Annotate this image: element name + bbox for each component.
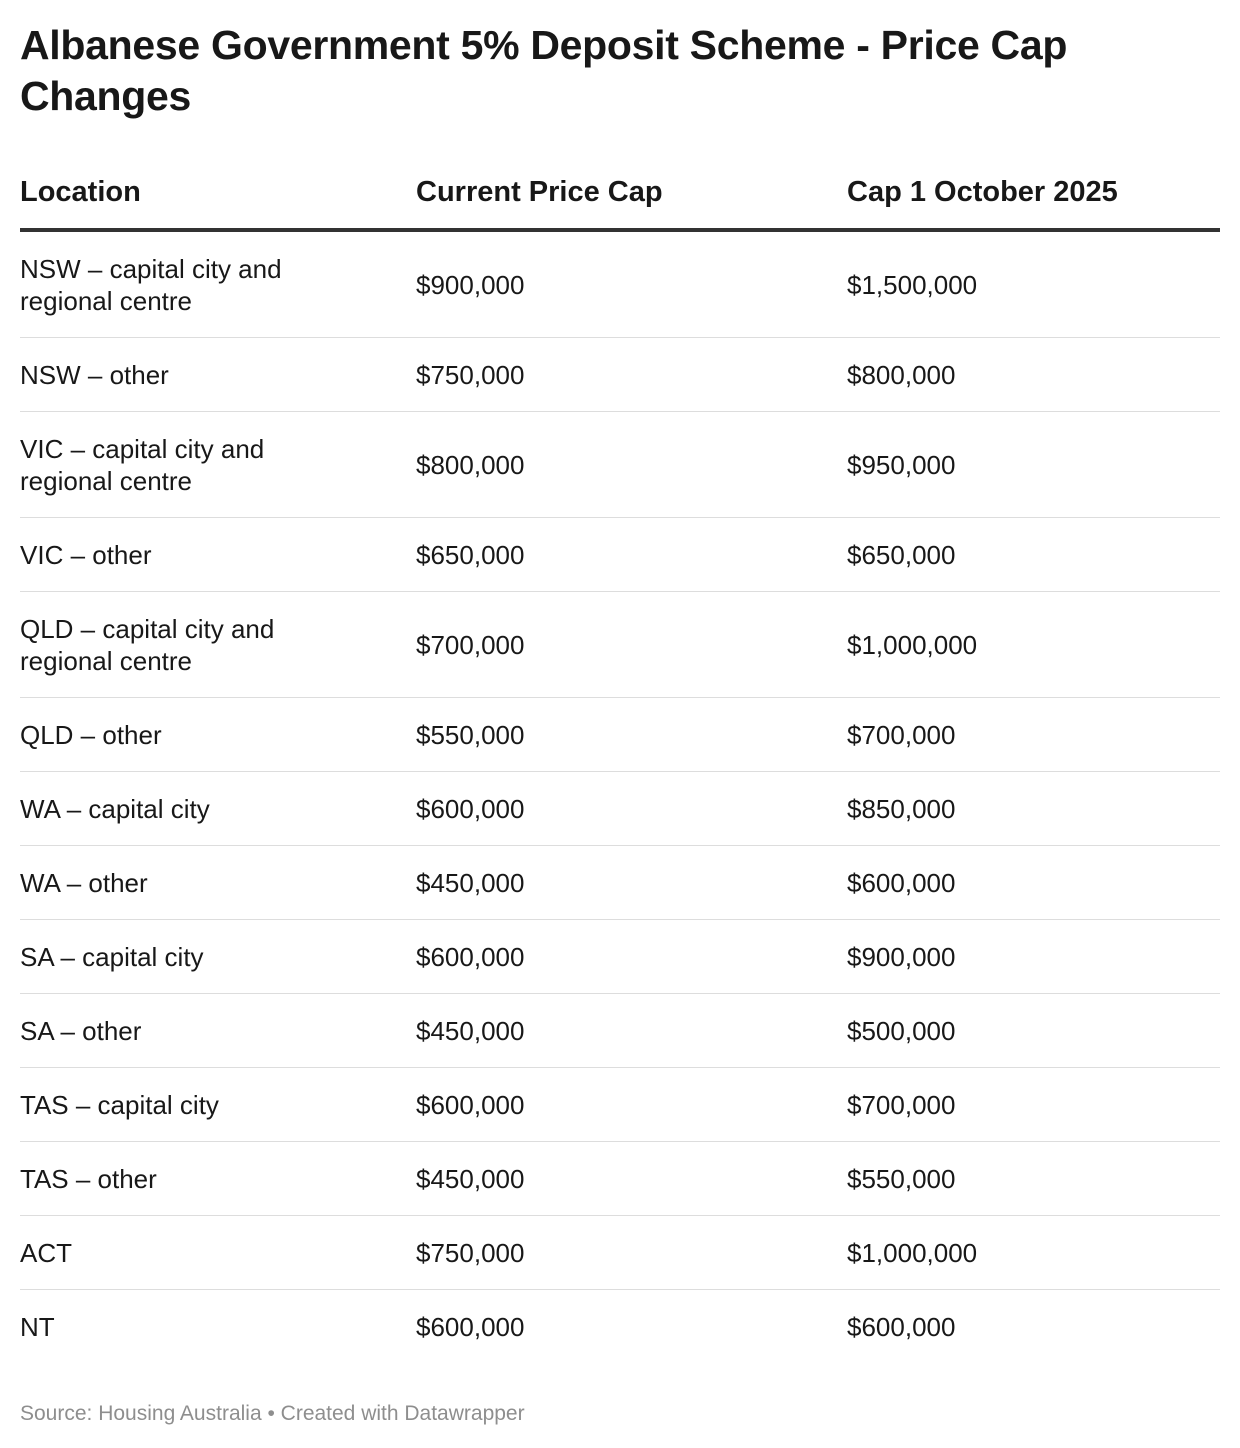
cell-location	[20, 1142, 416, 1216]
cell-location	[20, 772, 416, 846]
location-label: VIC – capital city and regional centre	[20, 433, 265, 496]
table-row	[20, 772, 1220, 846]
location-label: TAS – capital city	[20, 1089, 219, 1120]
location-label: SA – other	[20, 1015, 142, 1046]
table-row	[20, 920, 1220, 994]
cell-current-price-cap: $600,000	[416, 1068, 847, 1142]
cell-cap-1-october-2025: $700,000	[847, 698, 1220, 772]
cell-current-price-cap: $600,000	[416, 920, 847, 994]
price-cap-table	[20, 156, 1220, 1363]
location-label: VIC – other	[20, 539, 152, 570]
location-label: SA – capital city	[20, 941, 204, 972]
cell-current-price-cap: $700,000	[416, 592, 847, 698]
cell-location	[20, 230, 416, 338]
cell-cap-1-october-2025: $550,000	[847, 1142, 1220, 1216]
cell-cap-1-october-2025: $1,500,000	[847, 230, 1220, 338]
location-label: ACT	[20, 1237, 72, 1268]
cell-current-price-cap: $450,000	[416, 994, 847, 1068]
cell-current-price-cap: $650,000	[416, 518, 847, 592]
cell-current-price-cap: $550,000	[416, 698, 847, 772]
table-row	[20, 338, 1220, 412]
column-header-location: Location	[20, 156, 416, 230]
cell-cap-1-october-2025: $650,000	[847, 518, 1220, 592]
table-row	[20, 698, 1220, 772]
location-label: QLD – other	[20, 719, 162, 750]
cell-current-price-cap: $600,000	[416, 1311, 525, 1342]
cell-current-price-cap: $750,000	[416, 1216, 847, 1290]
cell-cap-1-october-2025: $700,000	[847, 1068, 1220, 1142]
table-row	[20, 518, 1220, 592]
cell-location	[20, 920, 416, 994]
cell-current-price-cap: $450,000	[416, 1142, 847, 1216]
table-row	[20, 1142, 1220, 1216]
table-row	[20, 846, 1220, 920]
cell-cap-1-october-2025: $600,000	[847, 1311, 956, 1342]
cell-cap-1-october-2025: $1,000,000	[847, 1216, 1220, 1290]
cell-current-price-cap: $750,000	[416, 338, 847, 412]
cell-cap-1-october-2025: $800,000	[847, 338, 1220, 412]
cell-cap-1-october-2025: $900,000	[847, 920, 1220, 994]
column-header-current-price-cap: Current Price Cap	[416, 156, 847, 230]
table-row	[20, 994, 1220, 1068]
cell-cap-1-october-2025: $600,000	[847, 846, 1220, 920]
cell-location	[20, 1068, 416, 1142]
table-header-row	[20, 156, 1220, 230]
column-header-cap-1-october-2025: Cap 1 October 2025	[847, 156, 1220, 230]
chart-title: Albanese Government 5% Deposit Scheme - Price Cap Changes	[20, 22, 1068, 119]
table-row	[20, 1216, 1220, 1290]
cell-location	[20, 846, 416, 920]
source-footer: Source: Housing Australia • Created with Datawrapper	[20, 1402, 525, 1425]
location-label: TAS – other	[20, 1163, 157, 1194]
table-row	[20, 412, 1220, 518]
cell-location	[20, 698, 416, 772]
location-label: WA – capital city	[20, 793, 210, 824]
location-label: NSW – other	[20, 359, 169, 390]
location-label: NT	[20, 1311, 55, 1342]
cell-cap-1-october-2025: $500,000	[847, 994, 1220, 1068]
cell-location	[20, 412, 416, 518]
cell-location	[20, 1216, 416, 1290]
cell-location	[20, 338, 416, 412]
table-body	[20, 230, 1220, 1363]
cell-location	[20, 1290, 416, 1364]
cell-current-price-cap: $800,000	[416, 412, 847, 518]
cell-cap-1-october-2025: $850,000	[847, 772, 1220, 846]
cell-location	[20, 994, 416, 1068]
cell-current-price-cap: $450,000	[416, 846, 847, 920]
table-row	[20, 1068, 1220, 1142]
cell-cap-1-october-2025: $1,000,000	[847, 592, 1220, 698]
location-label: QLD – capital city and regional centre	[20, 613, 275, 676]
table-row	[20, 230, 1220, 338]
table-row	[20, 592, 1220, 698]
cell-location	[20, 518, 416, 592]
cell-location	[20, 592, 416, 698]
table-row	[20, 1290, 1220, 1364]
cell-current-price-cap: $600,000	[416, 772, 847, 846]
location-label: WA – other	[20, 867, 148, 898]
location-label: NSW – capital city and regional centre	[20, 253, 282, 316]
cell-cap-1-october-2025: $950,000	[847, 412, 1220, 518]
cell-current-price-cap: $900,000	[416, 230, 847, 338]
